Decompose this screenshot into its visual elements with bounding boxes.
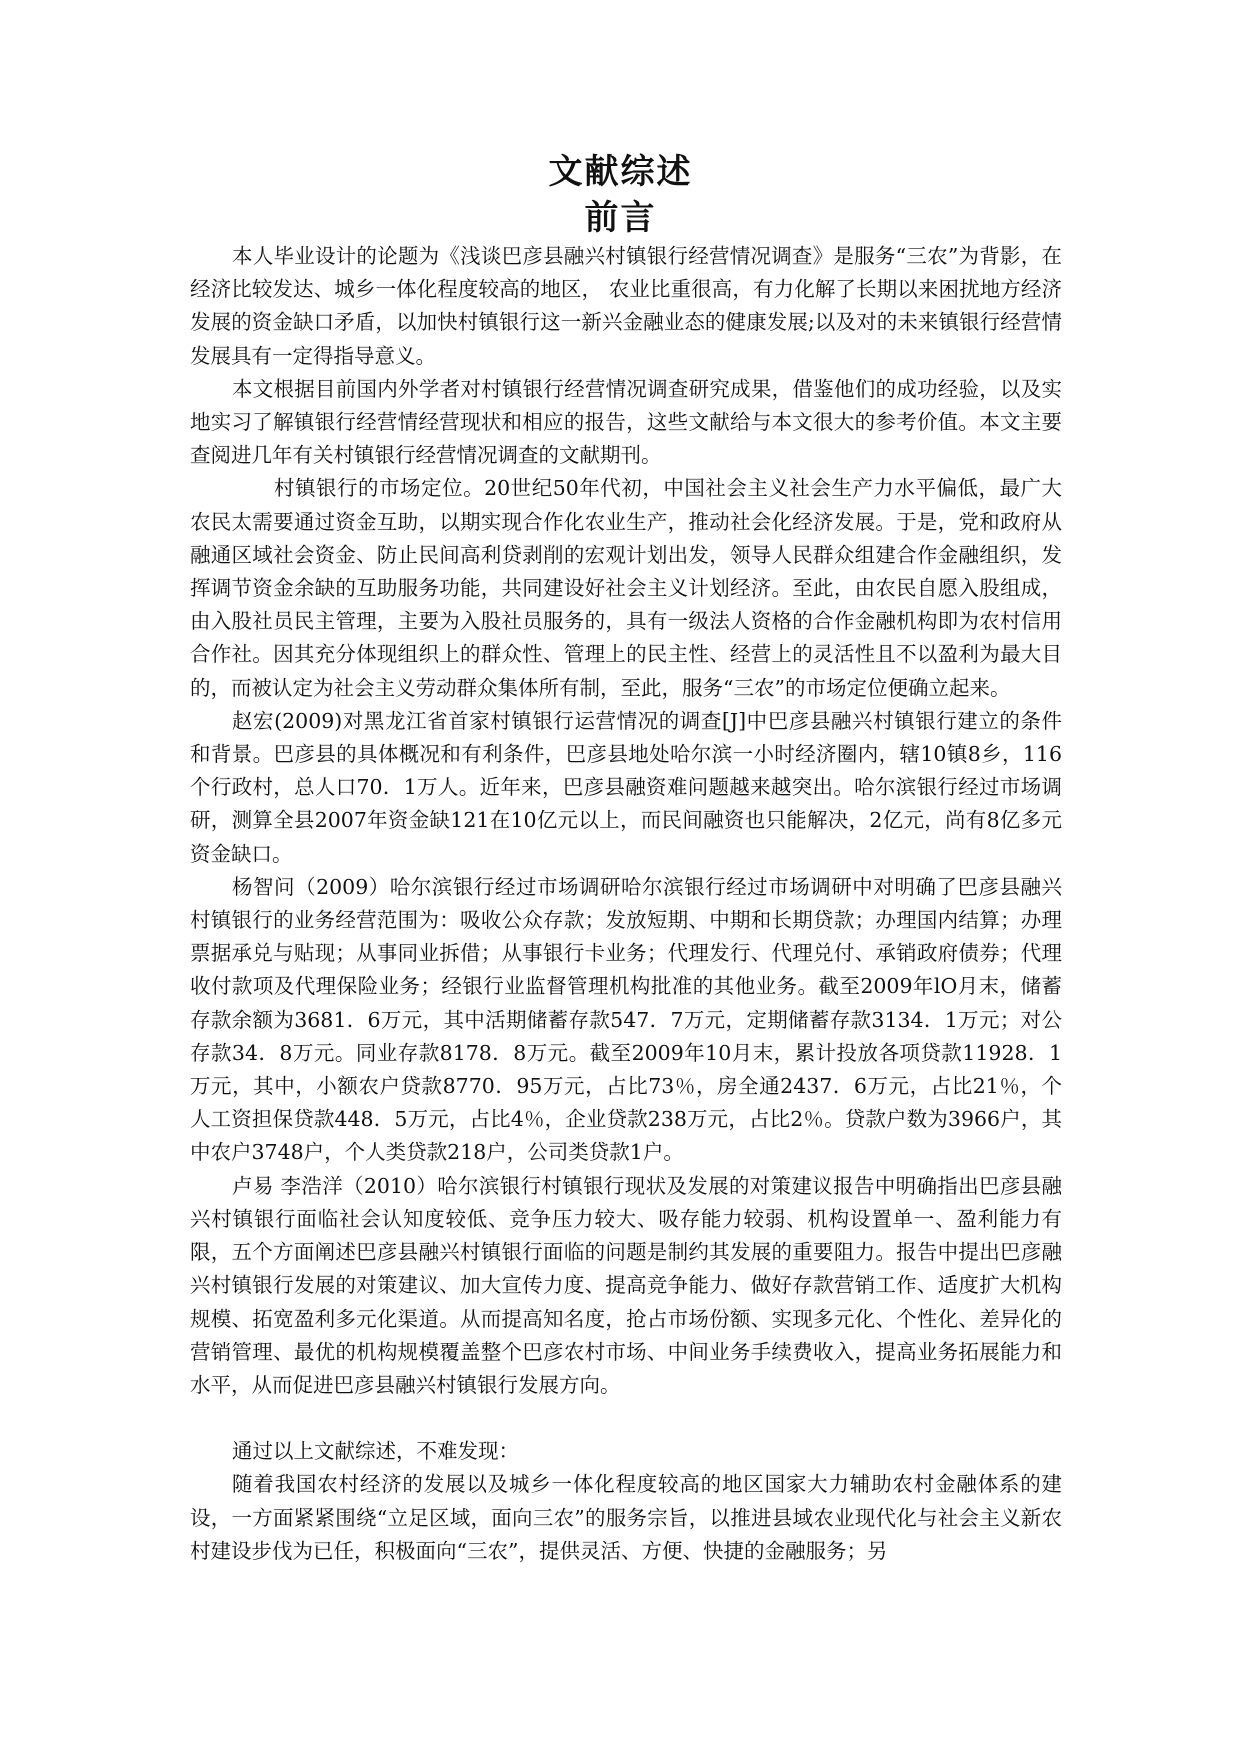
paragraph: 本人毕业设计的论题为《浅谈巴彦县融兴村镇银行经营情况调查》是服务“三农”为背影，在经济比较发达、城乡一体化程度较高的地区， 农业比重很高，有力化解了长期以来困扰地方经济发展的资金缺口矛盾，以加快村镇银行这一新兴金融业态的健康发展;以及对的未来镇银行经营情发展具有一定得指导意义。	[190, 244, 1062, 368]
paragraph: 通过以上文献综述，不难发现：	[232, 1439, 519, 1464]
document-title: 文献综述	[548, 152, 693, 192]
document-body	[190, 240, 1062, 1568]
section-heading: 前言	[584, 198, 657, 238]
paragraph: 赵宏(2009)对黑龙江省首家村镇银行运营情况的调查[J]中巴彦县融兴村镇银行建立的条件和背景。巴彦县的具体概况和有利条件，巴彦县地处哈尔滨一小时经济圈内，辖10镇8乡，116个行政村，总人口70．1万人。近年来，巴彦县融资难问题越来越突出。哈尔滨银行经过市场调研，测算全县2007年资金缺121在10亿元以上，而民间融资也只能解决，2亿元，尚有8亿多元资金缺口。	[190, 708, 1062, 866]
paragraph: 卢易 李浩洋（2010）哈尔滨银行村镇银行现状及发展的对策建议报告中明确指出巴彦县融兴村镇银行面临社会认知度较低、竞争压力较大、吸存能力较弱、机构设置单一、盈利能力有限，五个方面阐述巴彦县融兴村镇银行面临的问题是制约其发展的重要阻力。报告中提出巴彦融兴村镇银行发展的对策建议、加大宣传力度、提高竞争能力、做好存款营销工作、适度扩大机构规模、拓宽盈利多元化渠道。从而提高知名度，抢占市场份额、实现多元化、个性化、差异化的营销管理、最优的机构规模覆盖整个巴彦农村市场、中间业务手续费收入，提高业务拓展能力和水平，从而促进巴彦县融兴村镇银行发展方向。	[190, 1173, 1062, 1397]
paragraph: 杨智问（2009）哈尔滨银行经过市场调研哈尔滨银行经过市场调研中对明确了巴彦县融兴村镇银行的业务经营范围为：吸收公众存款；发放短期、中期和长期贷款；办理国内结算；办理票据承兑与贴现；从事同业拆借；从事银行卡业务；代理发行、代理兑付、承销政府债券；代理收付款项及代理保险业务；经银行业监督管理机构批准的其他业务。截至2009年lO月末，储蓄存款余额为3681．6万元，其中活期储蓄存款547．7万元，定期储蓄存款3134．1万元；对公存款34．8万元。同业存款8178．8万元。截至2009年10月末，累计投放各项贷款11928．1万元，其中，小额农户贷款8770．95万元，占比73％，房全通2437．6万元，占比21％，个人工资担保贷款448．5万元，占比4％，企业贷款238万元，占比2％。贷款户数为3966户，其中农户3748户，个人类贷款218户，公司类贷款1户。	[190, 874, 1062, 1165]
paragraph: 村镇银行的市场定位。20世纪50年代初，中国社会主义社会生产力水平偏低，最广大农民太需要通过资金互助，以期实现合作化农业生产，推动社会化经济发展。于是，党和政府从融通区域社会资金、防止民间高利贷剥削的宏观计划出发，领导人民群众组建合作金融组织，发挥调节资金余缺的互助服务功能，共同建设好社会主义计划经济。至此，由农民自愿入股组成，由入股社员民主管理，主要为入股社员服务的，具有一级法人资格的合作金融机构即为农村信用合作社。因其充分体现组织上的群众性、管理上的民主性、经营上的灵活性且不以盈利为最大目的，而被认定为社会主义劳动群众集体所有制，至此，服务“三农”的市场定位便确立起来。	[190, 476, 1062, 700]
paragraph: 随着我国农村经济的发展以及城乡一体化程度较高的地区国家大力辅助农村金融体系的建设，一方面紧紧围绕“立足区域，面向三农”的服务宗旨，以推进县域农业现代化与社会主义新农村建设步伐为已任，积极面向“三农”，提供灵活、方便、快捷的金融服务；另	[190, 1472, 1062, 1563]
paragraph: 本文根据目前国内外学者对村镇银行经营情况调查研究成果，借鉴他们的成功经验，以及实地实习了解镇银行经营情经营现状和相应的报告，这些文献给与本文很大的参考价值。本文主要查阅进几年有关村镇银行经营情况调查的文献期刊。	[190, 376, 1062, 468]
